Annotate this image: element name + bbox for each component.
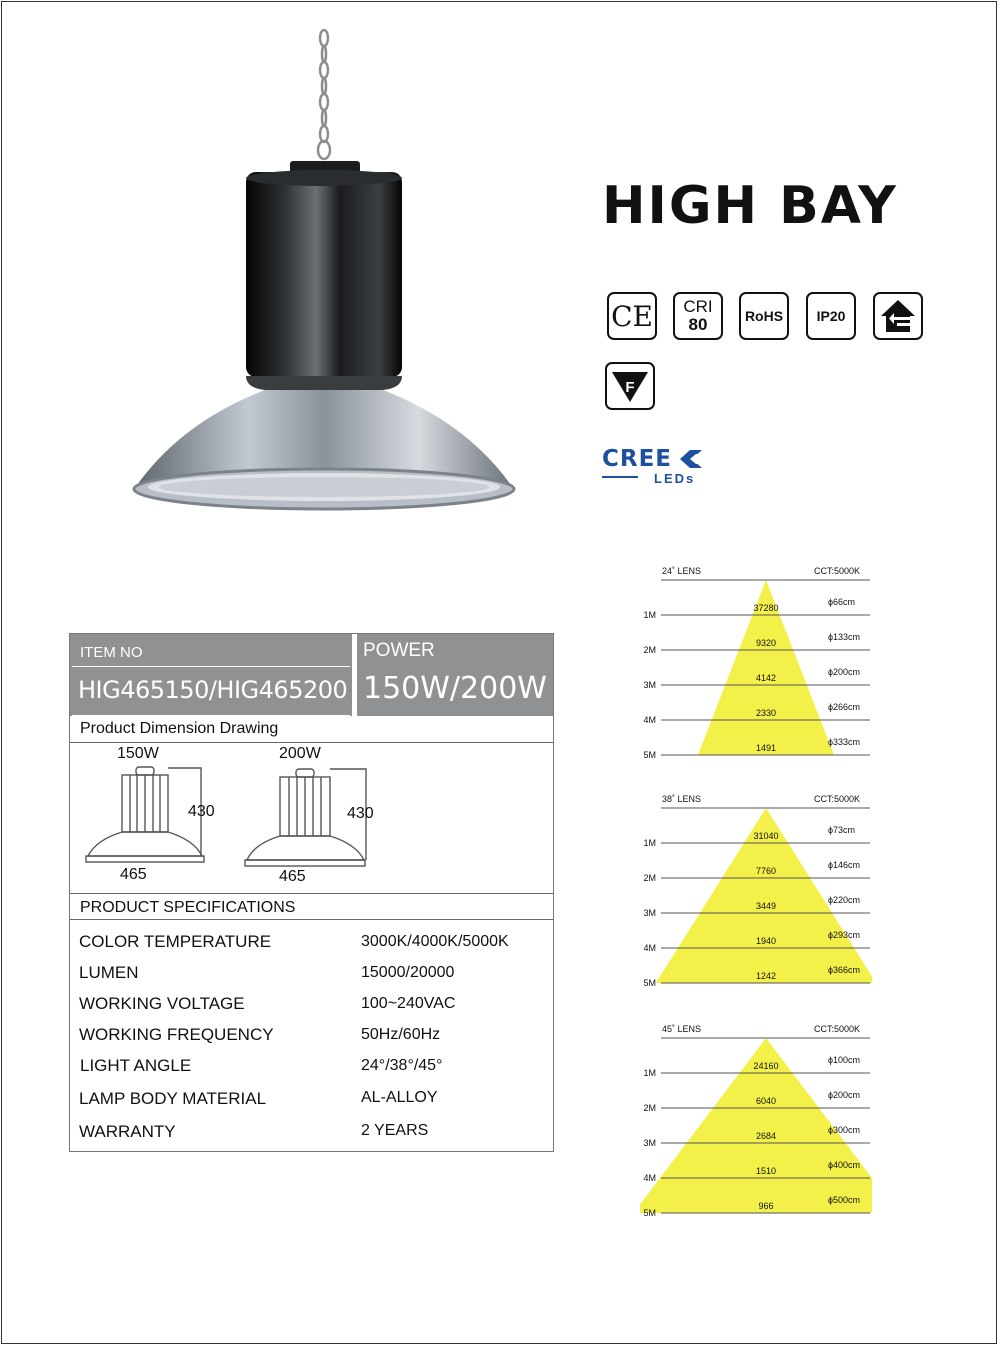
spec-label-light-angle: LIGHT ANGLE xyxy=(80,1056,192,1075)
spec-label-lumen: LUMEN xyxy=(79,963,139,982)
beam-lux-value: 7760 xyxy=(755,866,777,876)
beam-diameter-value: ɸ500cm xyxy=(828,1195,860,1205)
beam-diameter-value: ɸ400cm xyxy=(828,1160,860,1170)
ce-mark-icon xyxy=(607,292,657,340)
divider xyxy=(70,919,553,920)
spec-label-working-frequency: WORKING FREQUENCY xyxy=(79,1025,274,1044)
beam-diameter-value: ɸ366cm xyxy=(828,965,860,975)
spec-label-working-voltage: WORKING VOLTAGE xyxy=(79,994,245,1013)
power-label: POWER xyxy=(363,640,435,661)
cri-label: CRI xyxy=(683,297,713,316)
beam-lux-value: 1510 xyxy=(755,1166,777,1176)
beam-cct-label: CCT:5000K xyxy=(813,794,860,804)
beam-distance-label: 3M xyxy=(643,1138,656,1148)
beam-distance-label: 3M xyxy=(643,908,656,918)
spec-table xyxy=(69,633,554,1152)
f-mark-text: F xyxy=(625,379,635,396)
beam-distance-label: 1M xyxy=(643,610,656,620)
beam-distance-label: 1M xyxy=(643,1068,656,1078)
beam-lux-value: 4142 xyxy=(755,673,777,683)
beam-chart-38-lens xyxy=(640,790,872,1010)
beam-lux-value: 2330 xyxy=(755,708,777,718)
spec-value-working-voltage: 100~240VAC xyxy=(361,995,456,1012)
beam-chart-24-lens xyxy=(640,562,872,782)
beam-lux-value: 31040 xyxy=(753,831,779,841)
beam-diameter-value: ɸ200cm xyxy=(828,1090,860,1100)
ce-mark-text: CE xyxy=(611,299,653,333)
dim-height-150w: 430 xyxy=(188,803,215,820)
cri-value: 80 xyxy=(688,315,708,334)
spec-label-lamp-body-material: LAMP BODY MATERIAL xyxy=(79,1089,267,1108)
beam-diameter-value: ɸ266cm xyxy=(828,702,860,712)
beam-diameter-value: ɸ300cm xyxy=(828,1125,860,1135)
dim-height-200w: 430 xyxy=(347,805,374,822)
power-value: 150W/200W xyxy=(363,671,547,706)
page-title: HIGH BAY xyxy=(602,176,898,236)
dim-model-200w: 200W xyxy=(279,745,321,762)
beam-diameter-value: ɸ66cm xyxy=(828,597,855,607)
beam-diameter-value: ɸ293cm xyxy=(828,930,860,940)
beam-lux-value: 1940 xyxy=(755,936,777,946)
high-bay-lamp-image xyxy=(120,28,530,538)
rohs-badge-icon xyxy=(739,292,789,340)
ip20-text: IP20 xyxy=(816,308,846,324)
header-divider xyxy=(352,634,357,716)
dim-model-150w: 150W xyxy=(117,745,159,762)
chain xyxy=(318,30,330,159)
spec-value-color-temperature: 3000K/4000K/5000K xyxy=(361,933,509,950)
cri-badge-icon xyxy=(673,292,723,340)
beam-lux-value: 1491 xyxy=(755,743,777,753)
beam-lux-value: 3449 xyxy=(755,901,777,911)
cree-leds-logo xyxy=(602,446,696,486)
beam-distance-label: 2M xyxy=(643,645,656,655)
beam-cct-label: CCT:5000K xyxy=(813,1024,860,1034)
beam-diameter-value: ɸ100cm xyxy=(828,1055,860,1065)
beam-lens-label: 38˚ LENS xyxy=(662,794,702,804)
item-no-value: HIG465150/HIG465200 xyxy=(78,676,348,704)
beam-lux-value: 37280 xyxy=(753,603,779,613)
beam-diameter-value: ɸ333cm xyxy=(828,737,860,747)
beam-lux-value: 2684 xyxy=(755,1131,777,1141)
rohs-text: RoHS xyxy=(744,308,784,324)
cree-leds-text: LEDs xyxy=(654,471,696,486)
spec-value-warranty: 2 YEARS xyxy=(361,1122,429,1139)
indoor-use-icon xyxy=(873,292,923,340)
cree-underline xyxy=(602,476,638,478)
beam-diameter-value: ɸ133cm xyxy=(828,632,860,642)
beam-lens-label: 24˚ LENS xyxy=(662,566,702,576)
beam-lux-value: 6040 xyxy=(755,1096,777,1106)
divider xyxy=(70,893,553,894)
beam-distance-label: 2M xyxy=(643,873,656,883)
beam-distance-label: 4M xyxy=(643,943,656,953)
power-value-box xyxy=(359,666,551,714)
beam-distance-label: 4M xyxy=(643,1173,656,1183)
beam-distance-label: 2M xyxy=(643,1103,656,1113)
f-mark-icon xyxy=(605,362,655,410)
beam-distance-label: 4M xyxy=(643,715,656,725)
beam-distance-label: 5M xyxy=(643,978,656,988)
ip20-badge-icon xyxy=(806,292,856,340)
beam-cct-label: CCT:5000K xyxy=(813,566,860,576)
beam-lux-value: 24160 xyxy=(753,1061,779,1071)
beam-distance-label: 1M xyxy=(643,838,656,848)
beam-distance-label: 5M xyxy=(643,750,656,760)
beam-lens-label: 45˚ LENS xyxy=(662,1024,702,1034)
specs-title: PRODUCT SPECIFICATIONS xyxy=(80,899,296,916)
cree-chevron-icon xyxy=(678,448,704,470)
dimension-title: Product Dimension Drawing xyxy=(80,720,279,737)
beam-distance-label: 3M xyxy=(643,680,656,690)
divider xyxy=(70,742,553,743)
dim-width-150w: 465 xyxy=(120,866,147,883)
beam-lux-value: 1242 xyxy=(755,971,777,981)
spec-value-lamp-body-material: AL-ALLOY xyxy=(361,1089,438,1106)
spec-label-color-temperature: COLOR TEMPERATURE xyxy=(79,932,272,951)
spec-label-warranty: WARRANTY xyxy=(79,1122,176,1141)
beam-chart-45-lens xyxy=(640,1020,872,1240)
item-no-label: ITEM NO xyxy=(80,644,143,661)
item-no-value-box xyxy=(72,666,350,716)
beam-lux-value: 9320 xyxy=(755,638,777,648)
beam-diameter-value: ɸ200cm xyxy=(828,667,860,677)
dim-width-200w: 465 xyxy=(279,868,306,885)
beam-distance-label: 5M xyxy=(643,1208,656,1218)
spec-value-working-frequency: 50Hz/60Hz xyxy=(361,1026,441,1043)
spec-value-light-angle: 24°/38°/45° xyxy=(361,1057,443,1074)
beam-diameter-value: ɸ220cm xyxy=(828,895,860,905)
spec-header xyxy=(70,634,553,716)
spec-value-lumen: 15000/20000 xyxy=(361,964,455,981)
beam-lux-value: 966 xyxy=(758,1201,774,1211)
beam-diameter-value: ɸ73cm xyxy=(828,825,855,835)
cree-brand-text: CREE xyxy=(602,446,673,472)
beam-diameter-value: ɸ146cm xyxy=(828,860,860,870)
